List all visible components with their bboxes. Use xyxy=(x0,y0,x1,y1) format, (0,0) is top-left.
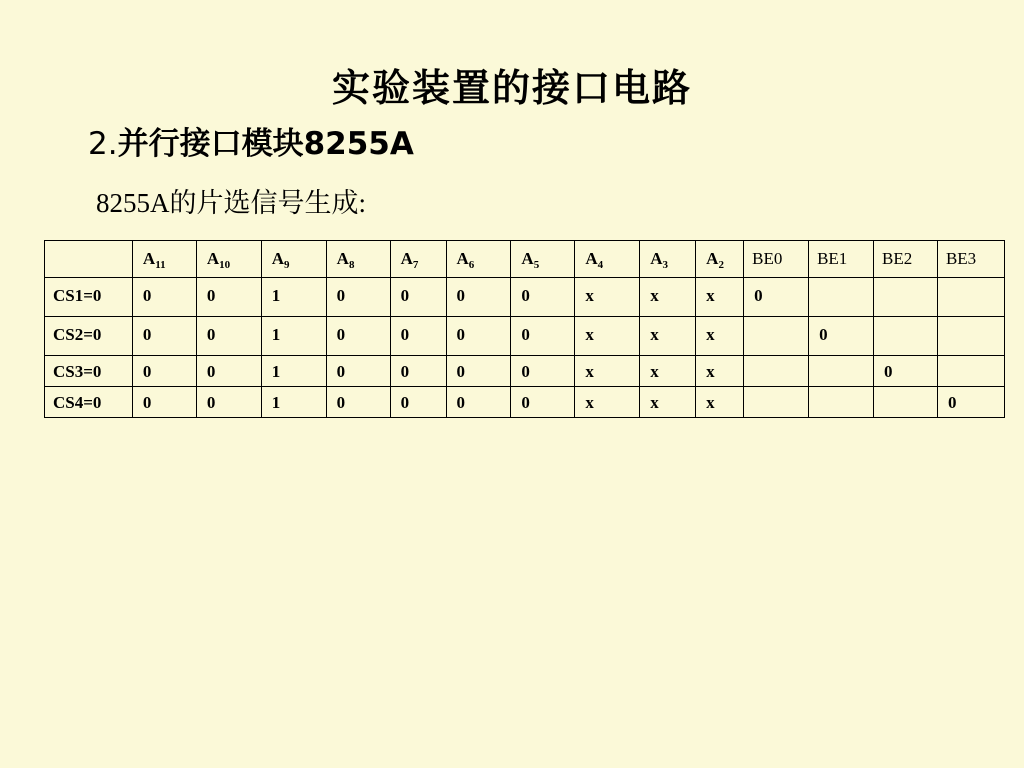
table-cell xyxy=(809,387,874,418)
table-cell: 1 xyxy=(261,387,326,418)
table-cell: 1 xyxy=(261,278,326,317)
table-cell: x xyxy=(640,387,696,418)
header-cell xyxy=(326,241,390,278)
table-cell: 0 xyxy=(196,317,261,356)
table-cell: 0 xyxy=(511,278,575,317)
header-subscript: 6 xyxy=(468,259,475,271)
table-cell: 1 xyxy=(261,356,326,387)
table-cell: 0 xyxy=(326,317,390,356)
table-cell: 0 xyxy=(446,278,511,317)
table-cell: 0 xyxy=(132,317,196,356)
table-row xyxy=(45,387,1005,418)
table-cell: x xyxy=(696,356,744,387)
table-cell: 0 xyxy=(326,356,390,387)
header-cell xyxy=(446,241,511,278)
table-cell: x xyxy=(640,317,696,356)
table-cell xyxy=(937,356,1004,387)
row-label: CS3=0 xyxy=(45,356,133,387)
table-cell xyxy=(874,278,938,317)
header-cell xyxy=(744,241,809,278)
table-cell: 0 xyxy=(446,317,511,356)
table-cell: 0 xyxy=(196,278,261,317)
table-cell: 0 xyxy=(196,387,261,418)
header-base: A xyxy=(650,249,663,268)
header-subscript: 3 xyxy=(662,259,669,271)
row-label: CS1=0 xyxy=(45,278,133,317)
table-cell: 0 xyxy=(196,356,261,387)
header-row xyxy=(45,241,1005,278)
header-base: BE3 xyxy=(945,249,977,268)
table-cell: 0 xyxy=(132,356,196,387)
header-subscript: 5 xyxy=(533,259,540,271)
table-cell: x xyxy=(575,317,640,356)
table-cell: x xyxy=(575,278,640,317)
table-cell xyxy=(937,278,1004,317)
header-base: BE0 xyxy=(752,249,783,268)
header-subscript: 4 xyxy=(597,259,604,271)
header-base: A xyxy=(456,249,469,268)
table-cell: 0 xyxy=(326,387,390,418)
header-cell xyxy=(575,241,640,278)
header-cell xyxy=(640,241,696,278)
table-cell: 0 xyxy=(511,356,575,387)
header-base: A xyxy=(521,249,534,268)
table-cell: 1 xyxy=(261,317,326,356)
table-cell: x xyxy=(696,317,744,356)
table-cell: x xyxy=(640,278,696,317)
table-cell xyxy=(809,278,874,317)
row-label: CS2=0 xyxy=(45,317,133,356)
table-cell: 0 xyxy=(390,387,446,418)
table-cell: 0 xyxy=(744,278,809,317)
header-cell xyxy=(390,241,446,278)
table-cell: x xyxy=(575,387,640,418)
table-cell: 0 xyxy=(937,387,1004,418)
header-cell xyxy=(937,241,1004,278)
header-cell xyxy=(511,241,575,278)
table-cell: 0 xyxy=(132,278,196,317)
table-cell: 0 xyxy=(809,317,874,356)
subtitle-number: 2. xyxy=(88,126,118,162)
header-base: A xyxy=(336,249,349,268)
subtitle-text: 并行接口模块8255A xyxy=(117,126,414,162)
table-cell xyxy=(809,356,874,387)
table-cell: 0 xyxy=(390,317,446,356)
header-base: A xyxy=(271,249,285,268)
table-cell xyxy=(874,317,938,356)
header-subscript: 10 xyxy=(219,259,231,271)
table-cell: 0 xyxy=(511,317,575,356)
table-cell xyxy=(937,317,1004,356)
table-cell: 0 xyxy=(390,356,446,387)
row-label: CS4=0 xyxy=(45,387,133,418)
header-base: A xyxy=(142,249,156,268)
table-body xyxy=(45,278,1005,418)
header-base: BE2 xyxy=(882,249,913,268)
header-subscript: 9 xyxy=(284,259,290,271)
header-cell xyxy=(696,241,744,278)
table-cell: x xyxy=(696,387,744,418)
header-subscript: 8 xyxy=(348,259,355,271)
table-cell xyxy=(874,387,938,418)
header-cell xyxy=(196,241,261,278)
header-cell xyxy=(874,241,938,278)
table-row xyxy=(45,278,1005,317)
header-cell xyxy=(809,241,874,278)
header-base: A xyxy=(400,249,413,268)
table-cell: 0 xyxy=(874,356,938,387)
table-cell: 0 xyxy=(390,278,446,317)
header-base: A xyxy=(585,249,598,268)
table-cell: 0 xyxy=(446,387,511,418)
table-row xyxy=(45,356,1005,387)
header-base: BE1 xyxy=(817,249,848,268)
header-subscript: 2 xyxy=(718,259,724,271)
table-cell xyxy=(744,317,809,356)
table-cell: 0 xyxy=(132,387,196,418)
table-caption: 8255A的片选信号生成: xyxy=(96,188,366,218)
table-cell: 0 xyxy=(511,387,575,418)
table-cell xyxy=(744,387,809,418)
table-cell: x xyxy=(575,356,640,387)
header-base: A xyxy=(206,249,220,268)
slide-title: 实验装置的接口电路 xyxy=(331,65,692,110)
chip-select-table xyxy=(44,240,1005,418)
table-cell: x xyxy=(640,356,696,387)
header-cell xyxy=(261,241,326,278)
table-cell: 0 xyxy=(326,278,390,317)
table-cell: 0 xyxy=(446,356,511,387)
section-subtitle xyxy=(88,122,414,166)
header-base: A xyxy=(706,249,719,268)
header-subscript: 7 xyxy=(412,259,419,271)
table-cell: x xyxy=(696,278,744,317)
table-cell xyxy=(744,356,809,387)
header-subscript: 11 xyxy=(155,259,166,271)
table-row xyxy=(45,317,1005,356)
header-cell xyxy=(132,241,196,278)
corner-cell xyxy=(45,241,133,278)
